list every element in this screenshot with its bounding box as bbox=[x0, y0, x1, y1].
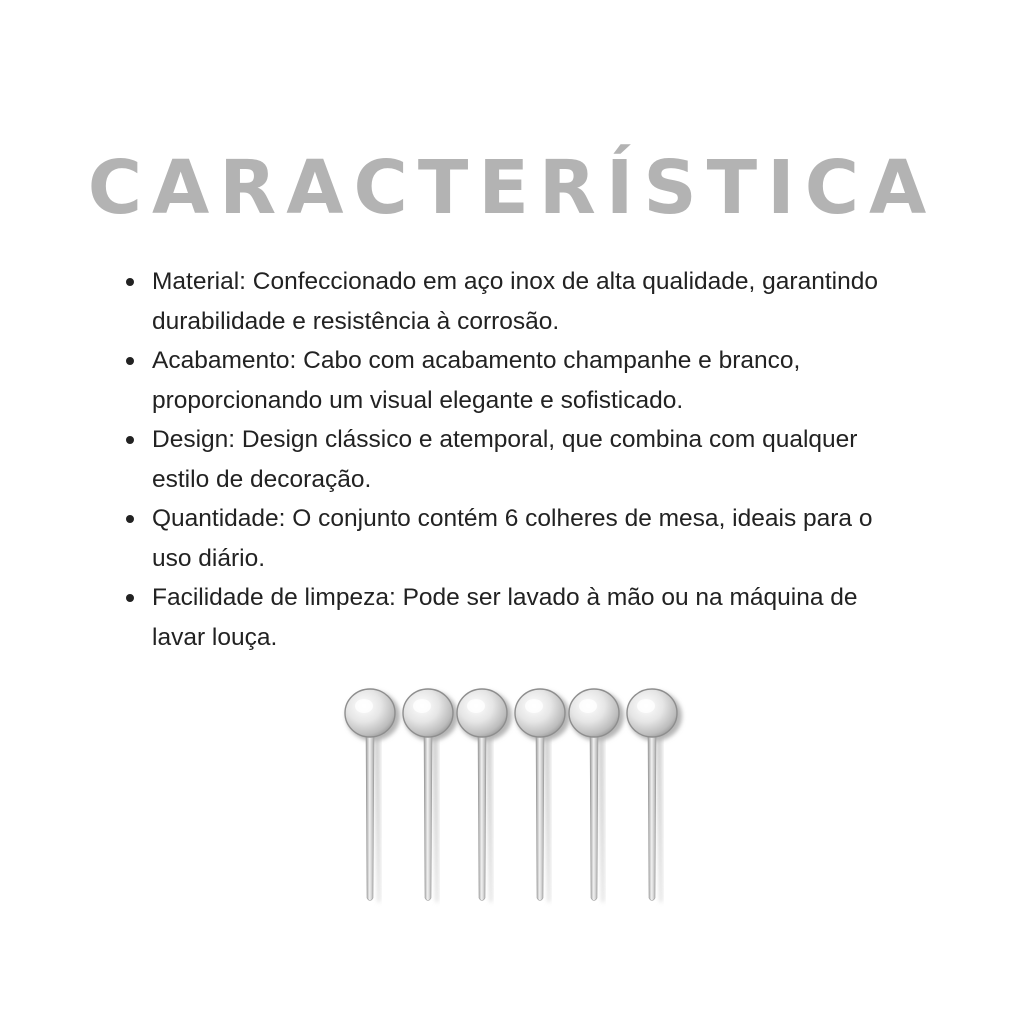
list-item bbox=[122, 578, 912, 657]
feature-list bbox=[122, 262, 912, 657]
list-item bbox=[122, 262, 912, 341]
spoons-product-image bbox=[330, 684, 690, 914]
spoon bbox=[569, 689, 624, 902]
spoon bbox=[627, 689, 682, 902]
bullet-icon bbox=[126, 357, 134, 365]
spoon bbox=[403, 689, 458, 902]
spoon bbox=[457, 689, 512, 902]
feature-text: Facilidade de limpeza: Pode ser lavado à mão ou na máquina de lavar louça. bbox=[152, 584, 858, 651]
spoon bbox=[515, 689, 570, 902]
list-item bbox=[122, 420, 912, 499]
bullet-icon bbox=[126, 594, 134, 602]
bullet-icon bbox=[126, 278, 134, 286]
feature-text: Material: Confeccionado em aço inox de alta qualidade, garantindo durabilidade e resistência à corrosão. bbox=[152, 268, 878, 335]
list-item bbox=[122, 499, 912, 578]
spoon bbox=[345, 689, 400, 902]
bullet-icon bbox=[126, 436, 134, 444]
feature-text: Design: Design clássico e atemporal, que combina com qualquer estilo de decoração. bbox=[152, 426, 858, 493]
feature-text: Quantidade: O conjunto contém 6 colheres de mesa, ideais para o uso diário. bbox=[152, 505, 873, 572]
list-item bbox=[122, 341, 912, 420]
feature-text: Acabamento: Cabo com acabamento champanhe e branco, proporcionando um visual elegante e sofisticado. bbox=[152, 347, 801, 414]
bullet-icon bbox=[126, 515, 134, 523]
page-title: CARACTERÍSTICA bbox=[87, 145, 937, 231]
